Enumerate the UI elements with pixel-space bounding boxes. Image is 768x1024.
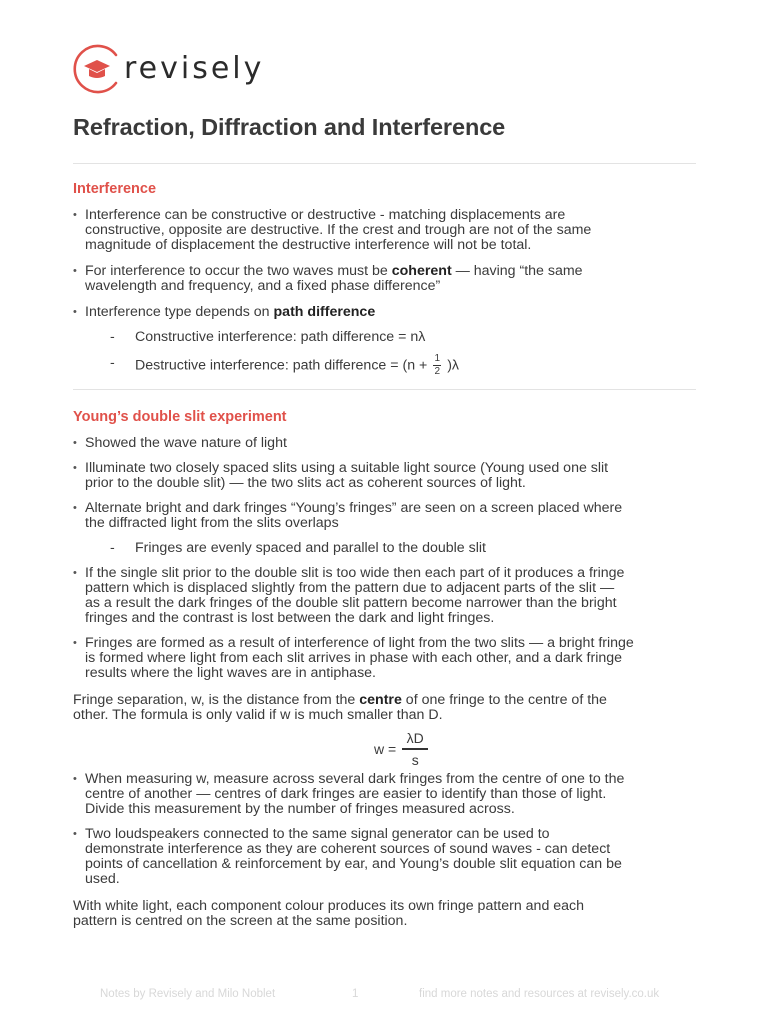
divider — [73, 389, 696, 390]
fringe-separation-paragraph: Fringe separation, w, is the distance from the centre of one fringe to the centre of the other. The formula is only valid if w is much smaller than D. — [73, 692, 607, 723]
brand-name: revisely — [124, 51, 265, 86]
list-item: • Illuminate two closely spaced slits using a suitable light source (Young used one slit prior to the double slit) — the two slits act as coherent sources of light. — [73, 461, 723, 491]
list-item: • For interference to occur the two waves must be coherent — having “the same wavelength and frequency, and a fixed phase difference” — [73, 264, 723, 294]
section-heading-young: Young’s double slit experiment — [73, 409, 287, 425]
fraction-half: $\frac{1}{2}$ — [434, 353, 441, 377]
page-title: Refraction, Diffraction and Interference — [73, 114, 506, 140]
list-item: • Showed the wave nature of light — [73, 436, 723, 451]
footer-link[interactable]: find more notes and resources at revisely.co.uk — [419, 988, 660, 1000]
list-item: • Alternate bright and dark fringes “Young’s fringes” are seen on a screen placed where the diffracted light from the slits overlaps — [73, 501, 723, 531]
white-light-paragraph: With white light, each component colour produces its own fringe pattern and each pattern is centred on the screen at the same position. — [73, 898, 585, 929]
graduation-cap-icon — [72, 44, 122, 94]
list-item: • Interference can be constructive or destructive - matching displacements are constructive, opposite are destructive. If the crest and trough are not of the same magnitude of displacement the destructive interference will not be total. — [73, 208, 723, 253]
formula-fraction: λD s — [402, 730, 428, 768]
bullet-list-interference — [73, 208, 723, 320]
list-item: • Two loudspeakers connected to the same signal generator can be used to demonstrate interference as they are coherent sources of sound waves - can detect points of cancellation & reinforcement by ear, and Young’s double slit equation can be used. — [73, 827, 723, 887]
list-item: • When measuring w, measure across several dark fringes from the centre of one to the centre of another — centres of dark fringes are easier to identify than those of light. Divide this measurement by the number of fringes measured across. — [73, 772, 723, 817]
section-heading-interference: Interference — [73, 181, 157, 197]
page-number: 1 — [352, 988, 359, 1000]
bullet-list-young-c — [73, 772, 723, 887]
fringe-formula: w = λD s — [374, 730, 428, 768]
divider — [73, 163, 696, 164]
revisely-logo[interactable] — [72, 42, 264, 96]
footer-credit: Notes by Revisely and Milo Noblet — [100, 988, 276, 1000]
bullet-list-young-a — [73, 436, 723, 531]
list-item: • If the single slit prior to the double slit is too wide then each part of it produces a fringe pattern which is displaced slightly from the pattern due to adjacent parts of the slit — as a result the dark fringes of the double slit pattern become narrower than the bright fringes and the contrast is lost between the dark and light fringes. — [73, 566, 723, 626]
list-item: • Interference type depends on path difference — [73, 305, 723, 320]
bullet-list-young-b — [73, 566, 723, 681]
list-item: • Fringes are formed as a result of interference of light from the two slits — a bright fringe is formed where light from each slit arrives in phase with each other, and a dark fringe results where the light waves are in antiphase. — [73, 636, 723, 681]
